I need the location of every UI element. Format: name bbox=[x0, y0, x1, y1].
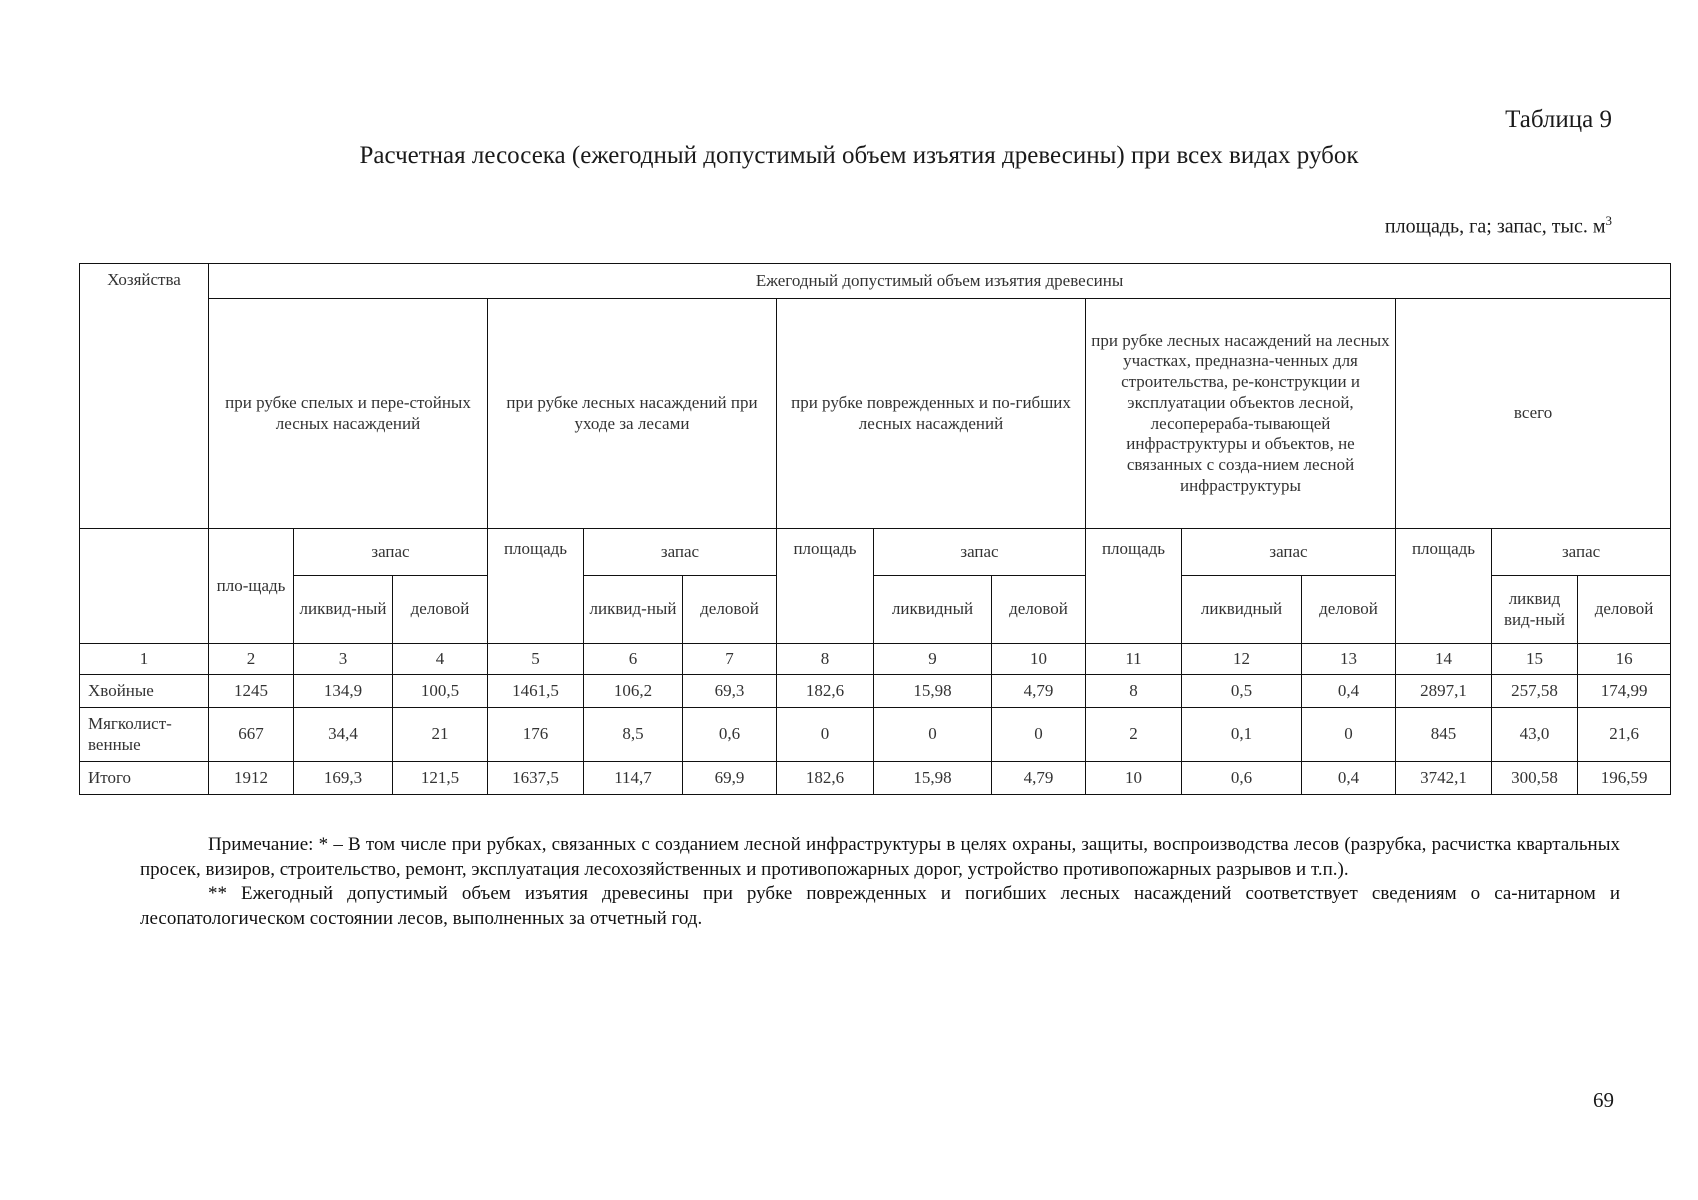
table-cell: 0 bbox=[777, 708, 874, 762]
page-title: Расчетная лесосека (ежегодный допустимый объем изъятия древесины) при всех видах рубок bbox=[359, 142, 1359, 169]
table-cell: 15,98 bbox=[874, 762, 992, 795]
subheader-area: площадь bbox=[1086, 529, 1182, 644]
column-number: 5 bbox=[488, 644, 584, 675]
column-number: 11 bbox=[1086, 644, 1182, 675]
subheader-stock: запас bbox=[294, 529, 488, 576]
table-cell: 182,6 bbox=[777, 762, 874, 795]
table-cell: 34,4 bbox=[294, 708, 393, 762]
table-cell: 106,2 bbox=[584, 675, 683, 708]
table-cell: 69,9 bbox=[683, 762, 777, 795]
table-cell: 0 bbox=[992, 708, 1086, 762]
table-cell: 43,0 bbox=[1492, 708, 1578, 762]
row-label: Итого bbox=[80, 762, 209, 795]
table-cell: 176 bbox=[488, 708, 584, 762]
units-text: площадь, га; запас, тыс. м bbox=[1384, 215, 1606, 238]
subheader-liquid: ликвидный bbox=[874, 576, 992, 644]
subheader-area: площадь bbox=[488, 529, 584, 644]
table-cell: 1245 bbox=[209, 675, 294, 708]
column-number: 7 bbox=[683, 644, 777, 675]
table-cell: 121,5 bbox=[393, 762, 488, 795]
subheader-business: деловой bbox=[992, 576, 1086, 644]
table-cell: 182,6 bbox=[777, 675, 874, 708]
table-cell: 21 bbox=[393, 708, 488, 762]
table-cell: 845 bbox=[1396, 708, 1492, 762]
subheader-stock: запас bbox=[1492, 529, 1671, 576]
subheader-business: деловой bbox=[393, 576, 488, 644]
table-cell: 114,7 bbox=[584, 762, 683, 795]
subheader-liquid: ликвидный bbox=[1182, 576, 1302, 644]
table-cell: 0 bbox=[1302, 708, 1396, 762]
table-cell: 1637,5 bbox=[488, 762, 584, 795]
header-farms: Хозяйства bbox=[80, 264, 209, 529]
column-number: 14 bbox=[1396, 644, 1492, 675]
column-number: 6 bbox=[584, 644, 683, 675]
page-number: 69 bbox=[1593, 1088, 1614, 1112]
table-row bbox=[80, 675, 1671, 708]
table-cell: 15,98 bbox=[874, 675, 992, 708]
group-header-thinning: при рубке лесных насаждений при уходе за лесами bbox=[488, 299, 777, 529]
note-2: ** Ежегодный допустимый объем изъятия древесины при рубке поврежденных и погибших лесных насаждений соответствует сведениям о са-нитарном и лесопатологическом состоянии лесов, выполненных за отчетный год. bbox=[140, 883, 1620, 930]
column-number: 15 bbox=[1492, 644, 1578, 675]
table-cell: 300,58 bbox=[1492, 762, 1578, 795]
table-cell: 1912 bbox=[209, 762, 294, 795]
subheader-liquid: ликвид-ный bbox=[584, 576, 683, 644]
table-cell: 69,3 bbox=[683, 675, 777, 708]
column-number: 10 bbox=[992, 644, 1086, 675]
header-annual-volume: Ежегодный допустимый объем изъятия древесины bbox=[209, 264, 1671, 299]
table-cell: 4,79 bbox=[992, 762, 1086, 795]
subheader-stock: запас bbox=[584, 529, 777, 576]
table-cell: 174,99 bbox=[1578, 675, 1671, 708]
table-row bbox=[80, 708, 1671, 762]
table-cell: 1461,5 bbox=[488, 675, 584, 708]
table-cell: 100,5 bbox=[393, 675, 488, 708]
table-cell: 134,9 bbox=[294, 675, 393, 708]
table-cell: 0,5 bbox=[1182, 675, 1302, 708]
column-number: 3 bbox=[294, 644, 393, 675]
table-cell: 196,59 bbox=[1578, 762, 1671, 795]
column-number: 13 bbox=[1302, 644, 1396, 675]
subheader-area: площадь bbox=[1396, 529, 1492, 644]
group-header-total: всего bbox=[1396, 299, 1671, 529]
group-header-damaged: при рубке поврежденных и по-гибших лесных насаждений bbox=[777, 299, 1086, 529]
table-cell: 0,1 bbox=[1182, 708, 1302, 762]
note-1: Примечание: * – В том числе при рубках, связанных с созданием лесной инфраструктуры в целях охраны, защиты, воспроизводства лесов (разрубка, расчистка квартальных просек, визиров, строительство, ремонт, эксплуатация лесохозяйственных и противопожарных дорог, устройство противопожарных разрывов и т.п.). bbox=[140, 834, 1620, 880]
table-cell: 0,6 bbox=[683, 708, 777, 762]
subheader-business: деловой bbox=[1578, 576, 1671, 644]
table-cell: 0 bbox=[874, 708, 992, 762]
table-cell: 10 bbox=[1086, 762, 1182, 795]
subheader-area: площадь bbox=[777, 529, 874, 644]
column-number: 8 bbox=[777, 644, 874, 675]
units-superscript: 3 bbox=[1605, 213, 1612, 228]
table-cell: 8 bbox=[1086, 675, 1182, 708]
subheader-stock: запас bbox=[1182, 529, 1396, 576]
notes-section bbox=[140, 833, 1620, 932]
column-number: 12 bbox=[1182, 644, 1302, 675]
subheader-business: деловой bbox=[1302, 576, 1396, 644]
column-number: 1 bbox=[80, 644, 209, 675]
table-cell: 257,58 bbox=[1492, 675, 1578, 708]
subheader-liquid: ликвид вид-ный bbox=[1492, 576, 1578, 644]
allowable-cut-table bbox=[79, 263, 1671, 795]
column-number: 16 bbox=[1578, 644, 1671, 675]
table-cell: 0,4 bbox=[1302, 762, 1396, 795]
table-cell: 4,79 bbox=[992, 675, 1086, 708]
column-number: 9 bbox=[874, 644, 992, 675]
subheader-liquid: ликвид-ный bbox=[294, 576, 393, 644]
table-cell: 3742,1 bbox=[1396, 762, 1492, 795]
column-number: 4 bbox=[393, 644, 488, 675]
header-blank bbox=[80, 529, 209, 644]
row-label: Мягколист-венные bbox=[80, 708, 209, 762]
table-cell: 8,5 bbox=[584, 708, 683, 762]
table-cell: 2897,1 bbox=[1396, 675, 1492, 708]
group-header-mature: при рубке спелых и пере-стойных лесных насаждений bbox=[209, 299, 488, 529]
table-cell: 0,4 bbox=[1302, 675, 1396, 708]
table-label: Таблица 9 bbox=[1505, 106, 1612, 133]
table-cell: 2 bbox=[1086, 708, 1182, 762]
table-cell: 0,6 bbox=[1182, 762, 1302, 795]
subheader-area: пло-щадь bbox=[209, 529, 294, 644]
group-header-infrastructure: при рубке лесных насаждений на лесных участках, предназна-ченных для строительства, ре-конструкции и эксплуатации объектов лесной, лесоперераба-тывающей инфраструктуры и объектов, не связанных с созда-нием лесной инфраструктуры bbox=[1086, 299, 1396, 529]
table-cell: 667 bbox=[209, 708, 294, 762]
column-number: 2 bbox=[209, 644, 294, 675]
row-label: Хвойные bbox=[80, 675, 209, 708]
table-cell: 169,3 bbox=[294, 762, 393, 795]
subheader-business: деловой bbox=[683, 576, 777, 644]
subheader-stock: запас bbox=[874, 529, 1086, 576]
table-row bbox=[80, 762, 1671, 795]
units-caption bbox=[1385, 213, 1612, 239]
table-cell: 21,6 bbox=[1578, 708, 1671, 762]
